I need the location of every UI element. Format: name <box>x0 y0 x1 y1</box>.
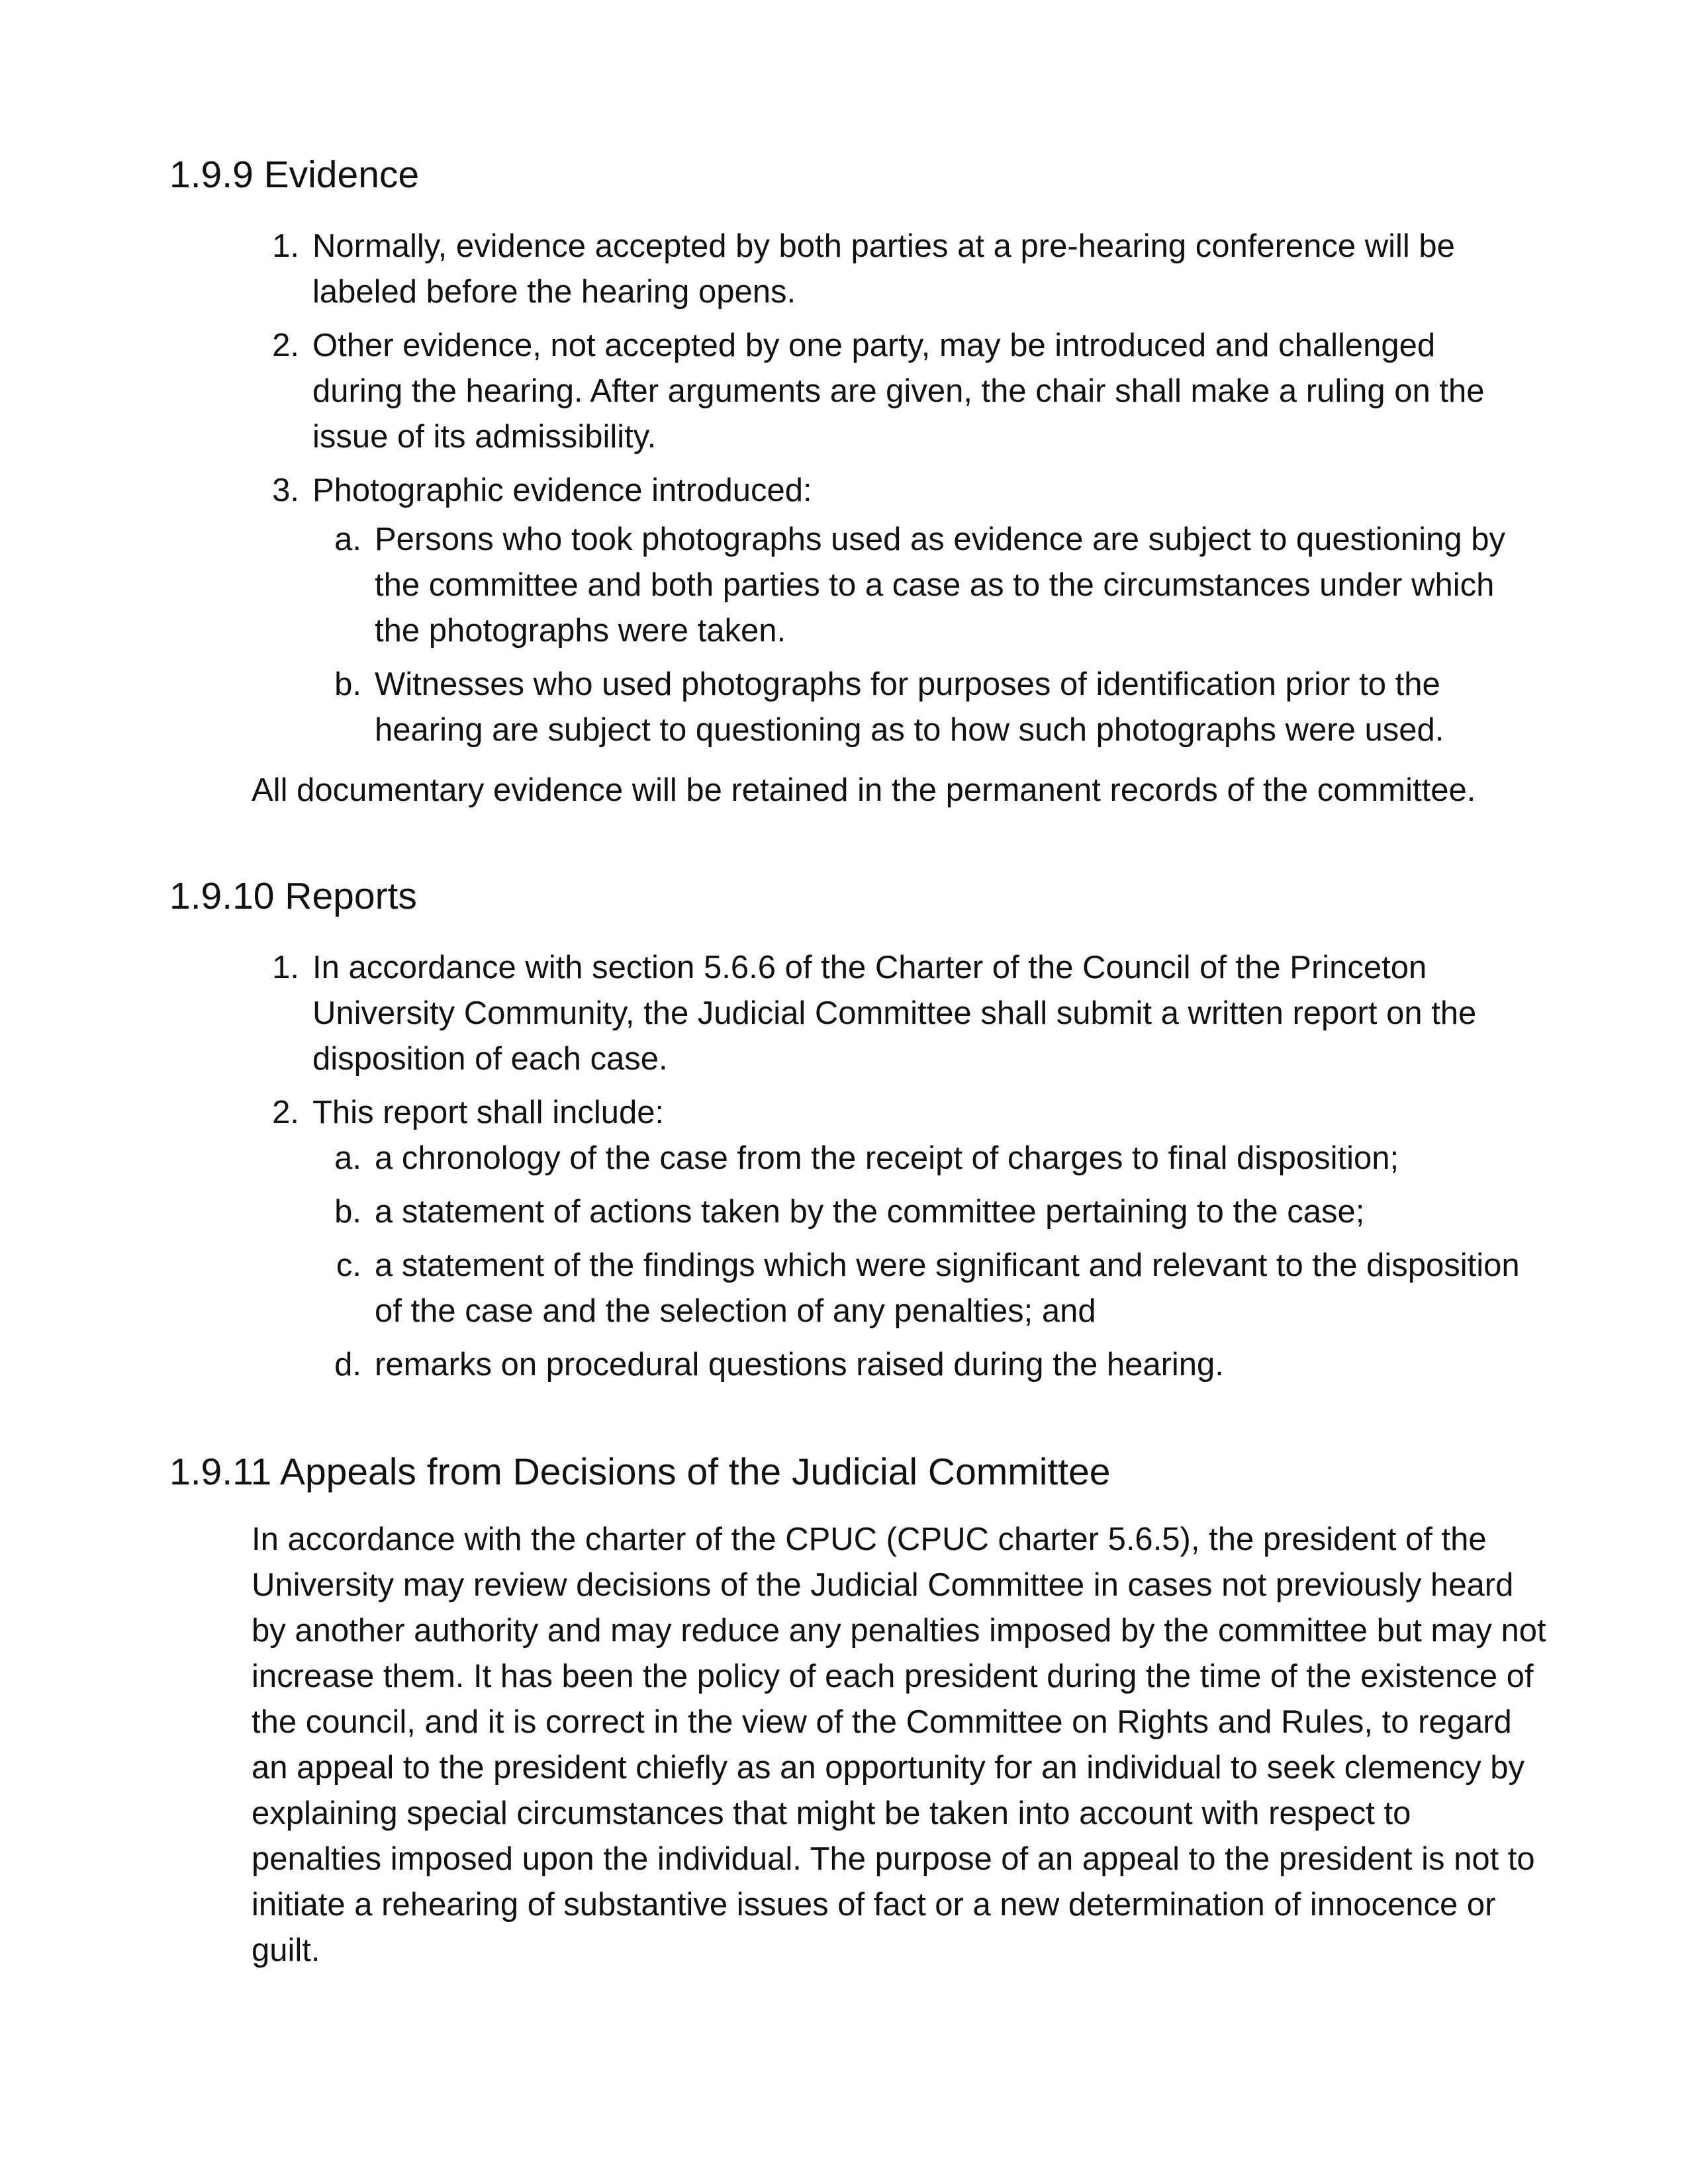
reports-sublist <box>334 1136 1533 1388</box>
section-heading: 1.9.10 Reports <box>169 875 417 917</box>
list-item: 1. Normally, evidence accepted by both parties at a pre-hearing conference will be labeled before the hearing opens. <box>272 228 1455 310</box>
list-item: 2. Other evidence, not accepted by one party, may be introduced and challenged during the hearing. After arguments are given, the chair shall make a ruling on the issue of its admissibility. <box>272 328 1485 455</box>
list-item: d. remarks on procedural questions raised during the hearing. <box>334 1347 1224 1383</box>
section-heading: 1.9.11 Appeals from Decisions of the Judicial Committee <box>169 1451 1111 1493</box>
list-item: c. a statement of the findings which were significant and relevant to the disposition of the case and the selection of any penalties; and <box>336 1248 1520 1329</box>
list-item: a. Persons who took photographs used as evidence are subject to questioning by the committee and both parties to a case as to the circumstances under which the photographs were taken. <box>334 522 1505 649</box>
list-item: 2. This report shall include: <box>272 1095 665 1130</box>
list-item: 1. In accordance with section 5.6.6 of the Charter of the Council of the Princeton University Community, the Judicial Committee shall submit a written report on the disposition of each case. <box>272 950 1477 1077</box>
list-item: 3. Photographic evidence introduced: <box>272 473 812 508</box>
list-item: b. a statement of actions taken by the committee pertaining to the case; <box>334 1194 1365 1230</box>
reports-list <box>272 945 1504 1136</box>
evidence-sublist <box>334 517 1533 753</box>
list-item: a. a chronology of the case from the receipt of charges to final disposition; <box>334 1140 1399 1176</box>
appeals-body: In accordance with the charter of the CPUC (CPUC charter 5.6.5), the president of the University may review decisions of the Judicial Committee in cases not previously heard by another authority and may reduce any penalties imposed by the committee but may not increase them. It has been the policy of each president during the time of the existence of the council, and it is correct in the view of the Committee on Rights and Rules, to regard an appeal to the president chiefly as an opportunity for an individual to seek clemency by explaining special circumstances that might be taken into account with respect to penalties imposed upon the individual. The purpose of an appeal to the president is not to initiate a rehearing of substantive issues of fact or a new determination of innocence or guilt. <box>252 1522 1546 1968</box>
section-evidence <box>169 151 1560 808</box>
section-appeals <box>169 1448 1560 1968</box>
section-heading: 1.9.9 Evidence <box>169 154 420 196</box>
evidence-closing: All documentary evidence will be retained in the permanent records of the committee. <box>252 772 1476 808</box>
evidence-list <box>272 224 1504 514</box>
section-reports <box>169 872 1560 1383</box>
list-item: b. Witnesses who used photographs for purposes of identification prior to the hearing are subject to questioning as to how such photographs were used. <box>334 666 1444 748</box>
